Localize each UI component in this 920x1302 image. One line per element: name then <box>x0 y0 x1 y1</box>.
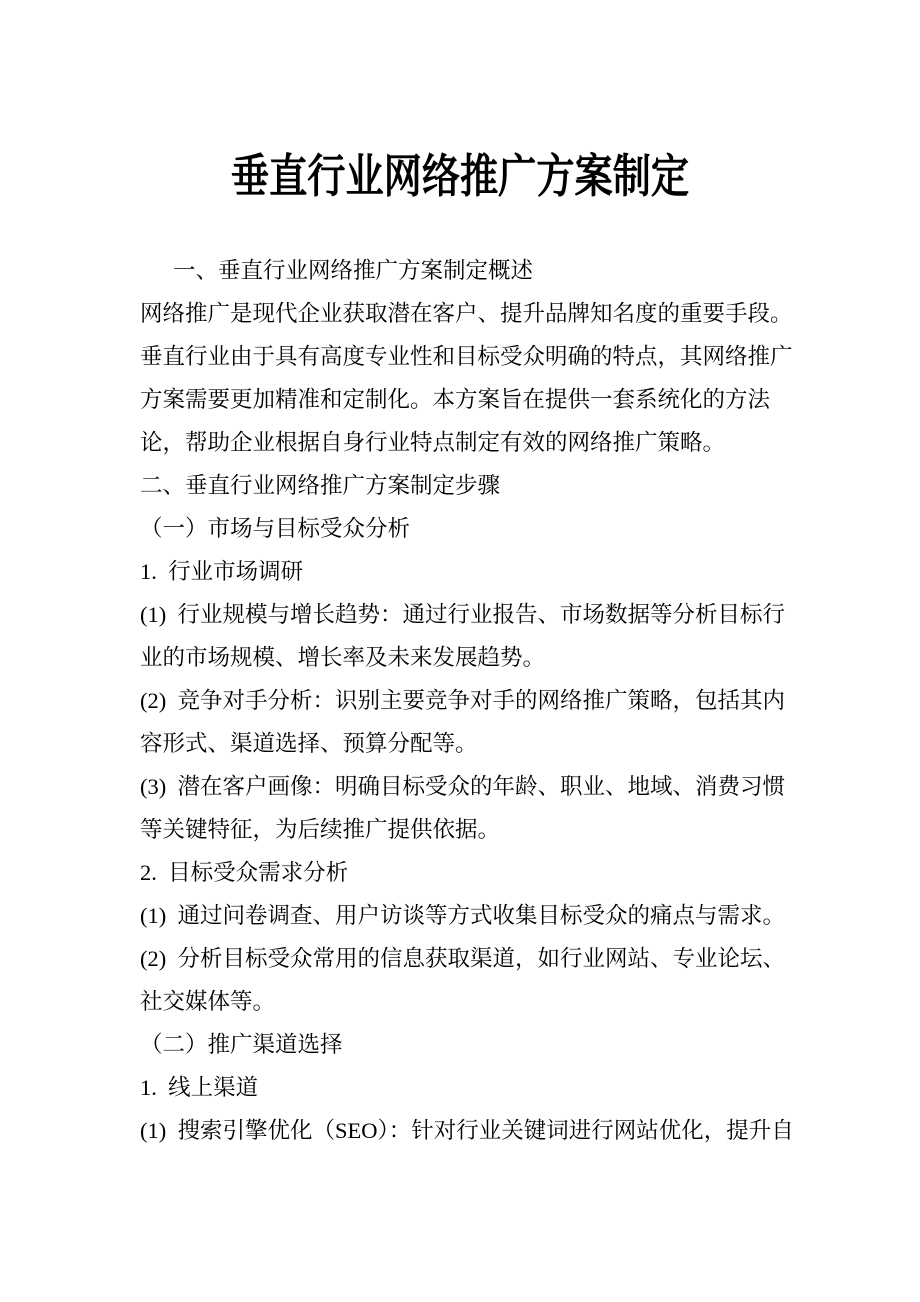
text-line: (2) 分析目标受众常用的信息获取渠道，如行业网站、专业论坛、 <box>140 946 785 971</box>
text-line: 容形式、渠道选择、预算分配等。 <box>140 731 478 756</box>
text-line: （一）市场与目标受众分析 <box>140 516 411 541</box>
text-line: (1) 通过问卷调查、用户访谈等方式收集目标受众的痛点与需求。 <box>140 903 785 928</box>
text-line: (3) 潜在客户画像：明确目标受众的年龄、职业、地域、消费习惯 <box>140 774 785 799</box>
text-line: 网络推广是现代企业获取潜在客户、提升品牌知名度的重要手段。 <box>140 301 793 326</box>
text-line: (2) 竞争对手分析：识别主要竞争对手的网络推广策略，包括其内 <box>140 688 785 713</box>
text-line: 1. 线上渠道 <box>140 1075 259 1100</box>
text-line: 垂直行业由于具有高度专业性和目标受众明确的特点，其网络推广 <box>140 344 793 369</box>
document-title <box>140 150 780 202</box>
text-line: （二）推广渠道选择 <box>140 1032 343 1057</box>
text-line: (1) 搜索引擎优化（SEO）：针对行业关键词进行网站优化，提升自 <box>140 1118 794 1143</box>
text-line: (1) 行业规模与增长趋势：通过行业报告、市场数据等分析目标行 <box>140 602 785 627</box>
text-line: 1. 行业市场调研 <box>140 559 304 584</box>
text-line: 一、垂直行业网络推广方案制定概述 <box>173 258 534 283</box>
document-body <box>140 249 794 1152</box>
text-line: 等关键特征，为后续推广提供依据。 <box>140 817 501 842</box>
text-line: 2. 目标受众需求分析 <box>140 860 349 885</box>
text-line: 方案需要更加精准和定制化。本方案旨在提供一套系统化的方法 <box>140 387 771 412</box>
text-line: 论，帮助企业根据自身行业特点制定有效的网络推广策略。 <box>140 430 726 455</box>
text-line: 业的市场规模、增长率及未来发展趋势。 <box>140 645 546 670</box>
document-title-text: 垂直行业网络推广方案制定 <box>230 150 690 202</box>
text-line: 社交媒体等。 <box>140 989 276 1014</box>
text-line: 二、垂直行业网络推广方案制定步骤 <box>140 473 501 498</box>
